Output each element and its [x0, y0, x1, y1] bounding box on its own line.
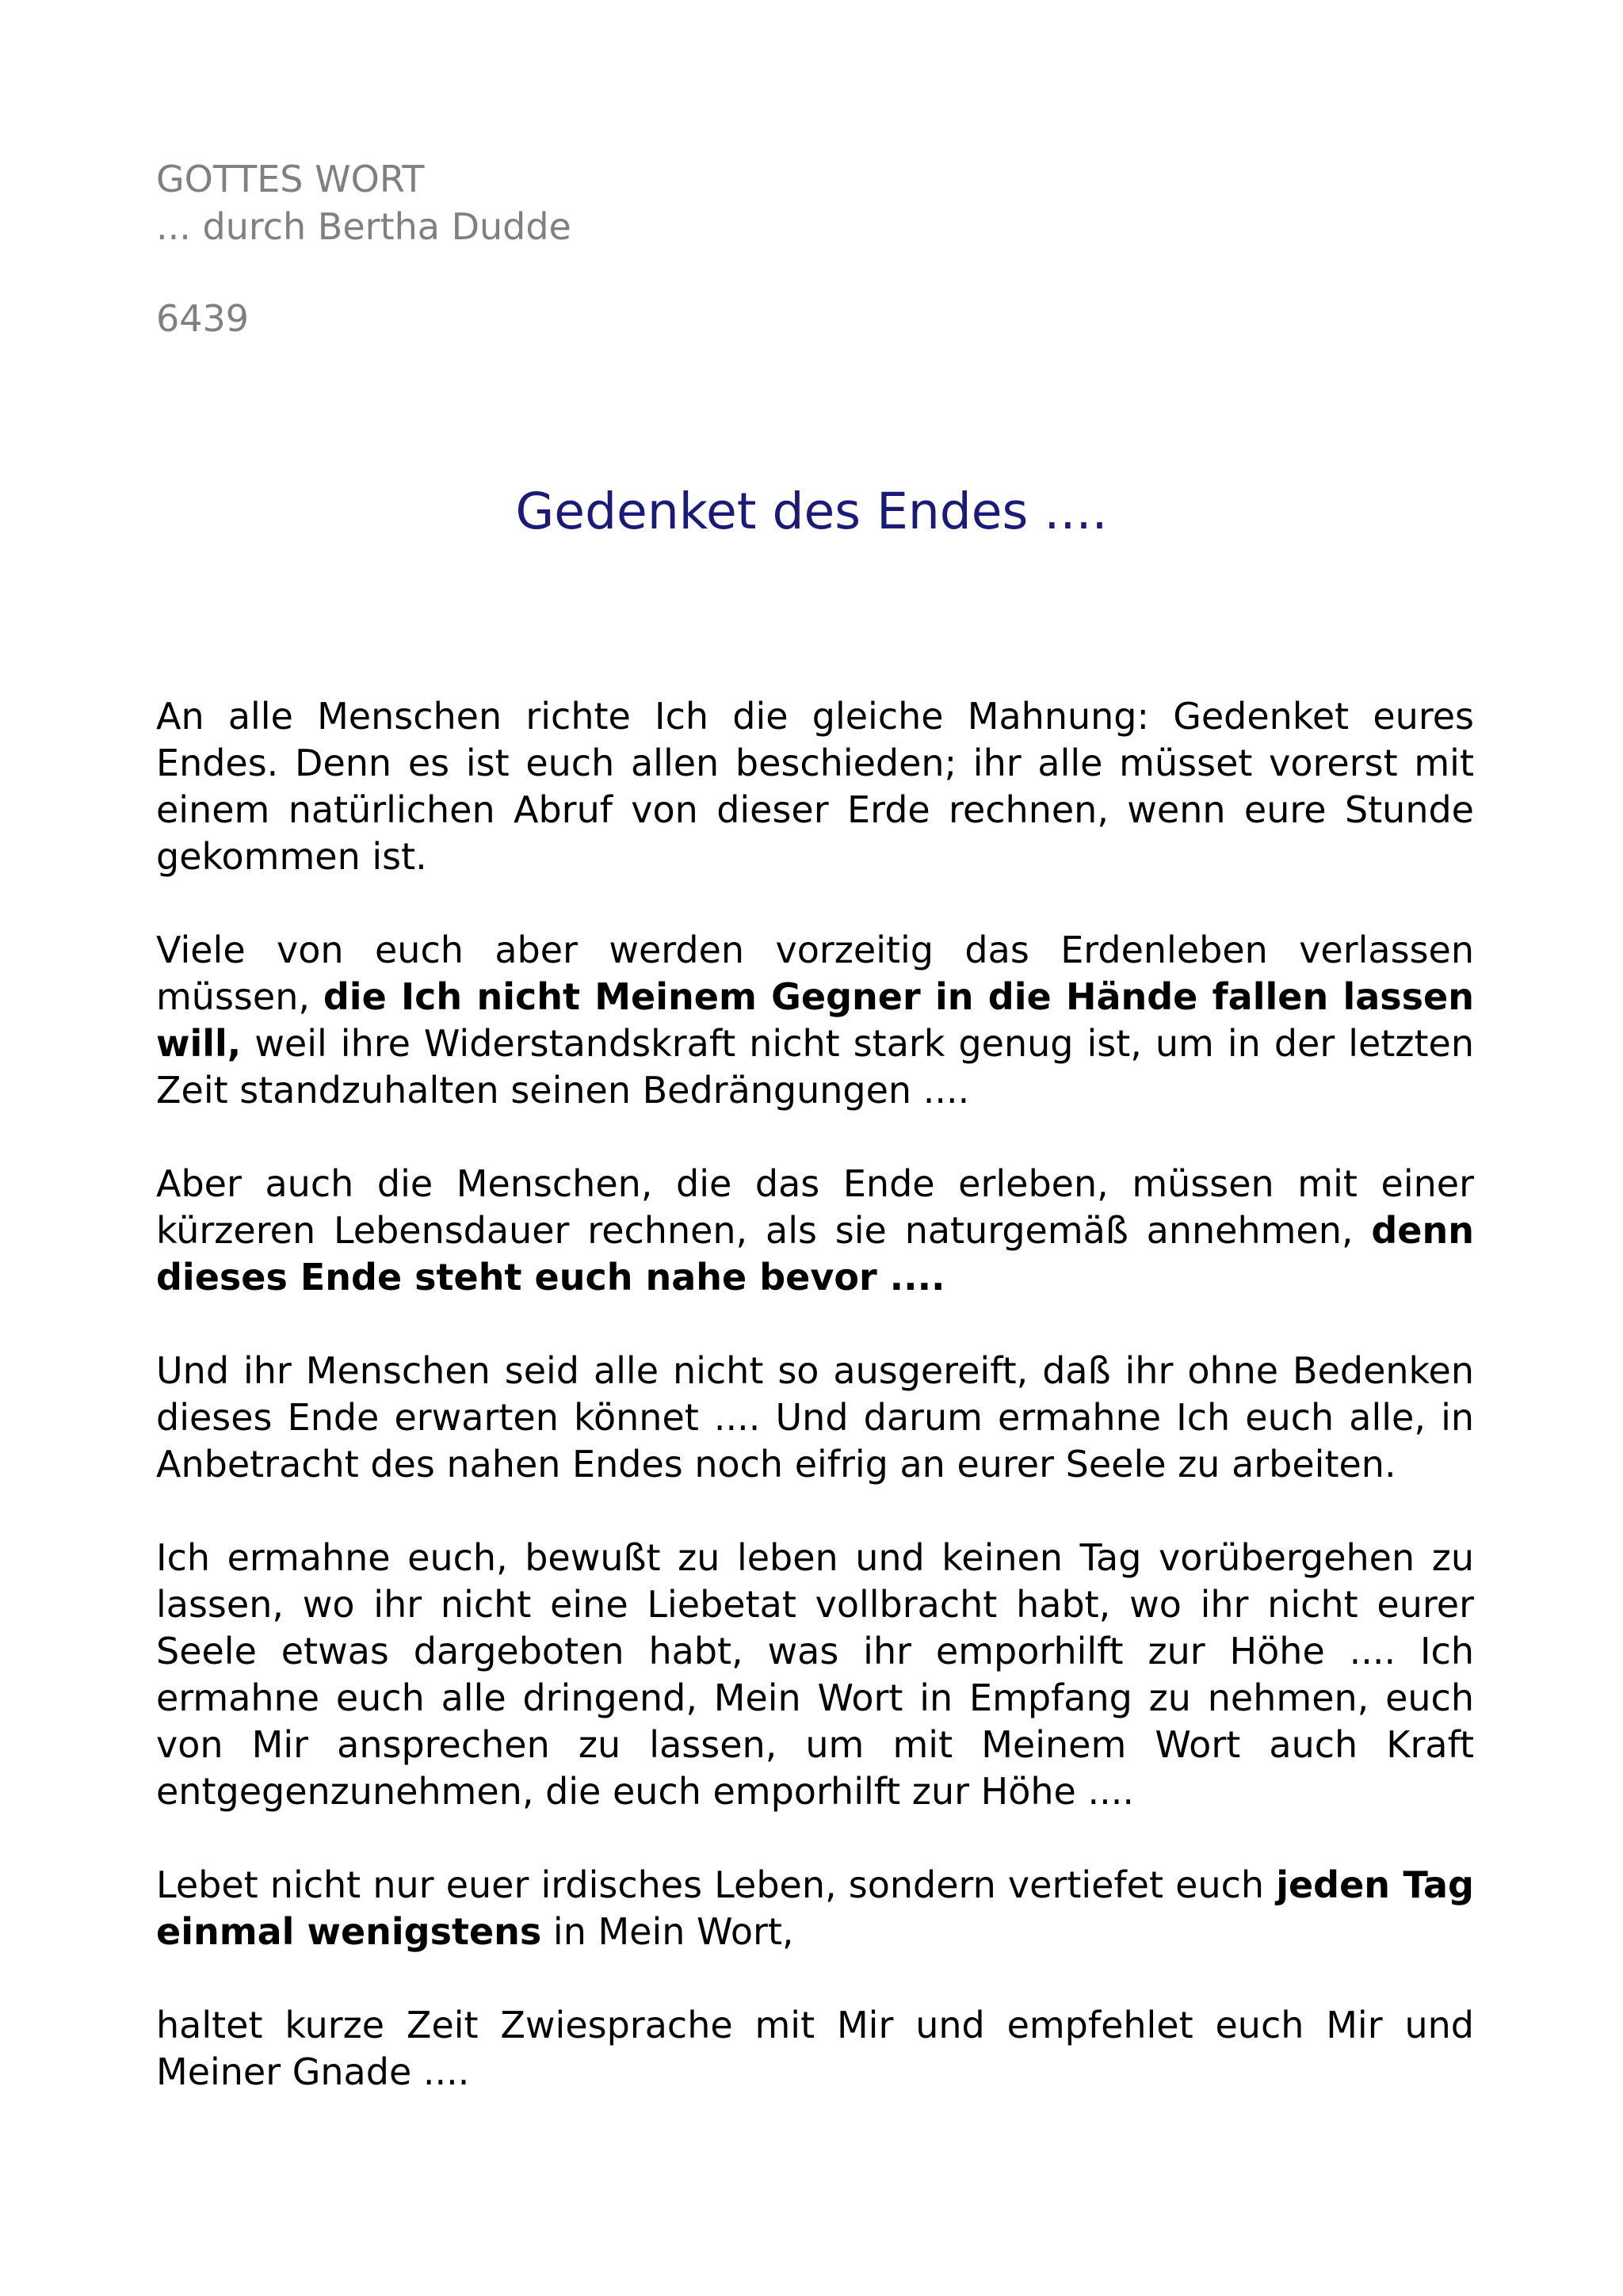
paragraph — [156, 1348, 1474, 1488]
text-segment: Viele von euch aber werden vorzeitig das Erdenleben verlassen müssen, — [156, 929, 1474, 1018]
bold-text-segment: jeden Tag einmal wenigstens — [156, 1863, 1474, 1953]
paragraph — [156, 693, 1474, 880]
document-body — [156, 693, 1474, 2142]
paragraph — [156, 927, 1474, 1114]
text-segment: in Mein Wort, — [541, 1910, 794, 1953]
text-segment: An alle Menschen richte Ich die gleiche Mahnung: Gedenket eures Endes. Denn es ist euch allen beschieden; ihr alle müsset vorerst mit einem natürlichen Abruf von dieser Erde rechnen, wenn eure Stunde gekommen ist. — [156, 695, 1474, 878]
text-segment: Lebet nicht nur euer irdisches Leben, sondern vertiefet euch — [156, 1863, 1277, 1906]
paragraph — [156, 2002, 1474, 2096]
text-segment: weil ihre Widerstandskraft nicht stark genug ist, um in der letzten Zeit standzuhalten seinen Bedrängungen .... — [156, 1022, 1474, 1112]
paragraph — [156, 1161, 1474, 1301]
bold-text-segment: denn dieses Ende steht euch nahe bevor .... — [156, 1209, 1474, 1299]
header-medium: ... durch Bertha Dudde — [156, 205, 571, 248]
text-segment: Und ihr Menschen seid alle nicht so ausgereift, daß ihr ohne Bedenken dieses Ende erwarten könnet .... Und darum ermahne Ich euch alle, in Anbetracht des nahen Endes noch eifrig an eurer Seele zu arbeiten. — [156, 1349, 1474, 1486]
text-segment: haltet kurze Zeit Zwiesprache mit Mir und empfehlet euch Mir und Meiner Gnade .... — [156, 2004, 1474, 2093]
paragraph — [156, 1535, 1474, 1815]
document-number: 6439 — [156, 297, 250, 340]
text-segment: Aber auch die Menschen, die das Ende erleben, müssen mit einer kürzeren Lebensdauer rechnen, als sie naturgemäß annehmen, — [156, 1162, 1474, 1252]
paragraph — [156, 1862, 1474, 1955]
document-header — [156, 155, 571, 250]
page-title: Gedenket des Endes .... — [515, 482, 1108, 540]
header-source: GOTTES WORT — [156, 158, 425, 200]
bold-text-segment: die Ich nicht Meinem Gegner in die Hände fallen lassen will, — [156, 975, 1474, 1065]
text-segment: Ich ermahne euch, bewußt zu leben und keinen Tag vorübergehen zu lassen, wo ihr nicht eine Liebetat vollbracht habt, wo ihr nicht eurer Seele etwas dargeboten habt, was ihr emporhilft zur Höhe .... Ich ermahne euch alle dringend, Mein Wort in Empfang zu nehmen, euch von Mir ansprechen zu lassen, um mit Meinem Wort auch Kraft entgegenzunehmen, die euch emporhilft zur Höhe .... — [156, 1536, 1474, 1813]
